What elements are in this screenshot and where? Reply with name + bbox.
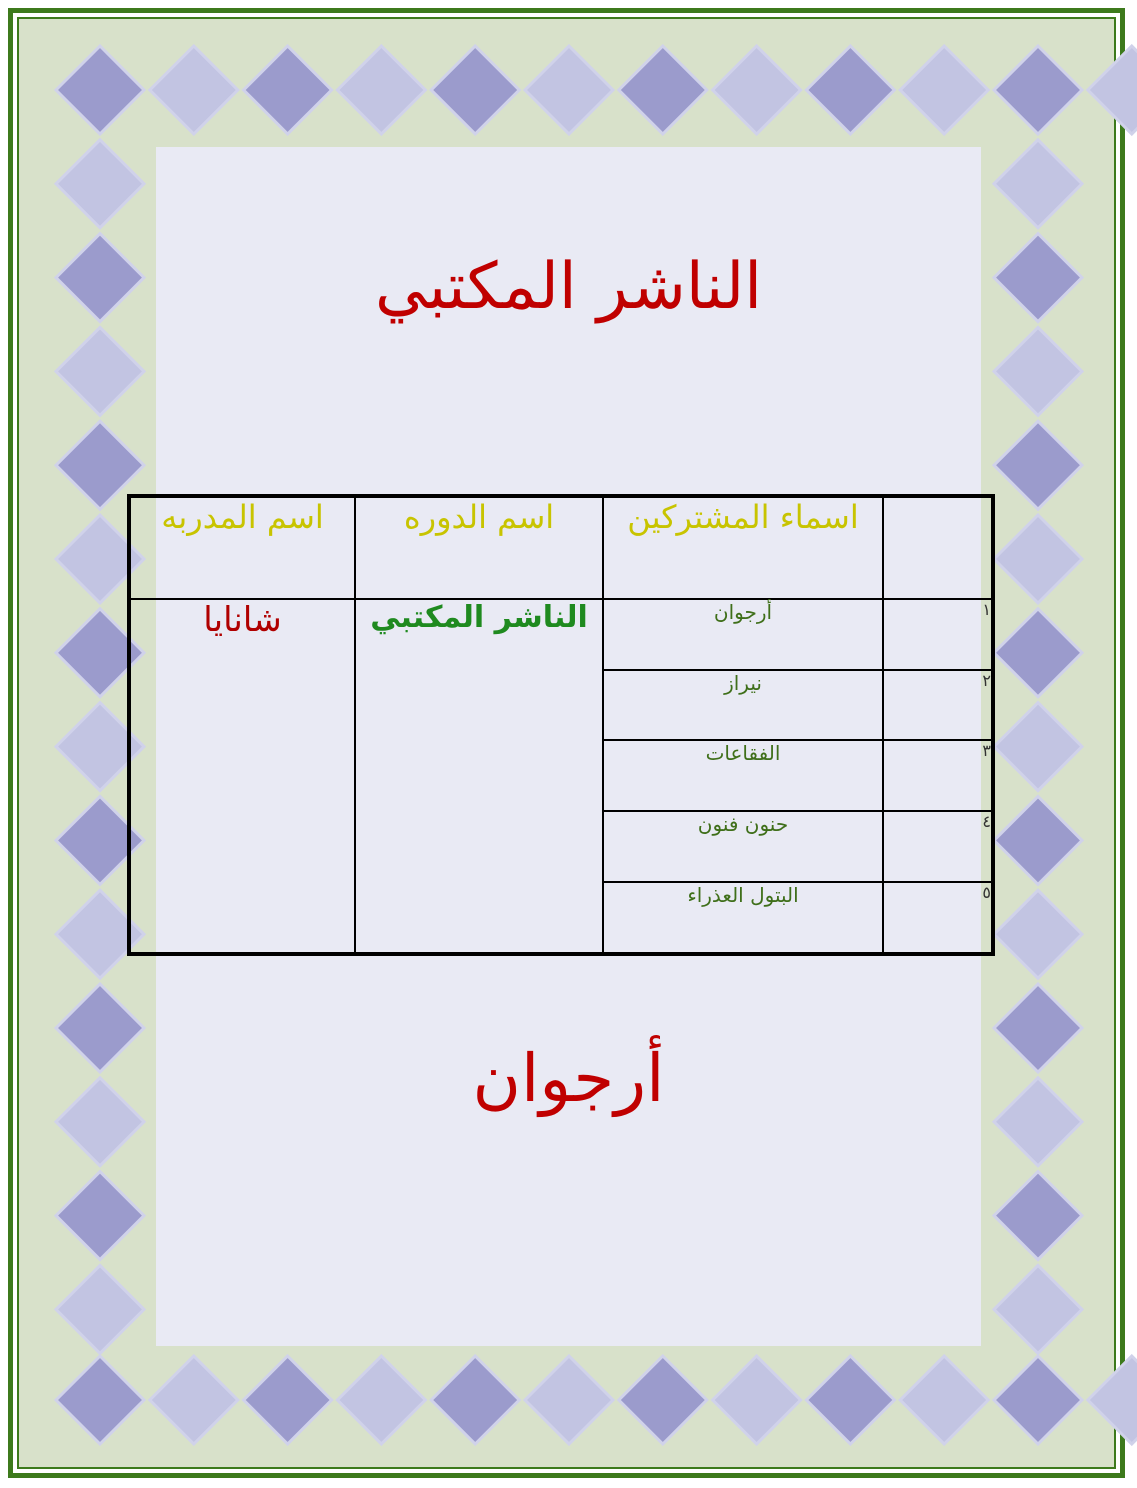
header-course: اسم الدوره bbox=[355, 496, 603, 599]
diamond-shape bbox=[244, 46, 332, 134]
diamond-shape bbox=[806, 46, 894, 134]
diamond-shape bbox=[56, 1172, 144, 1260]
diamond-shape bbox=[244, 1356, 332, 1444]
diamond-shape bbox=[150, 46, 238, 134]
table-header-row bbox=[129, 496, 993, 599]
diamond-shape bbox=[56, 1356, 144, 1444]
diamond-shape bbox=[525, 46, 613, 134]
diamond-shape bbox=[994, 609, 1082, 697]
diamond-shape bbox=[994, 890, 1082, 978]
diamond-shape bbox=[994, 1265, 1082, 1353]
diamond-shape bbox=[994, 421, 1082, 509]
row-number bbox=[883, 740, 993, 811]
participant-name: الفقاعات bbox=[603, 740, 883, 811]
diamond-shape bbox=[56, 46, 144, 134]
diamond-shape bbox=[994, 796, 1082, 884]
diamond-shape bbox=[1088, 1356, 1137, 1444]
diamond-shape bbox=[431, 46, 519, 134]
diamond-shape bbox=[994, 327, 1082, 415]
diamond-shape bbox=[994, 234, 1082, 322]
diamond-shape bbox=[431, 1356, 519, 1444]
row-number bbox=[883, 882, 993, 954]
diamond-shape bbox=[56, 140, 144, 228]
participants-table bbox=[127, 494, 995, 956]
header-index bbox=[883, 496, 993, 599]
diamond-shape bbox=[337, 1356, 425, 1444]
diamond-shape bbox=[900, 46, 988, 134]
participant-name: نيراز bbox=[603, 670, 883, 741]
diamond-shape bbox=[994, 515, 1082, 603]
row-number bbox=[883, 670, 993, 741]
row-number-text: ٣ bbox=[982, 741, 991, 761]
row-number-text: ٥ bbox=[982, 883, 991, 903]
diamond-shape bbox=[619, 46, 707, 134]
diamond-shape bbox=[56, 234, 144, 322]
diamond-shape bbox=[1088, 46, 1137, 134]
diamond-shape bbox=[713, 1356, 801, 1444]
diamond-shape bbox=[994, 1172, 1082, 1260]
diamond-shape bbox=[337, 46, 425, 134]
diamond-shape bbox=[56, 1265, 144, 1353]
diamond-shape bbox=[713, 46, 801, 134]
row-number bbox=[883, 811, 993, 882]
row-number-text: ٢ bbox=[982, 670, 991, 690]
footer-name: أرجوان bbox=[472, 1040, 665, 1117]
participant-name: البتول العذراء bbox=[603, 882, 883, 954]
diamond-shape bbox=[994, 984, 1082, 1072]
diamond-shape bbox=[619, 1356, 707, 1444]
page-title: الناشر المكتبي bbox=[375, 250, 762, 324]
diamond-shape bbox=[994, 1078, 1082, 1166]
course-name: الناشر المكتبي bbox=[355, 599, 603, 954]
participant-name: حنون فنون bbox=[603, 811, 883, 882]
diamond-shape bbox=[56, 327, 144, 415]
diamond-shape bbox=[994, 1356, 1082, 1444]
diamond-shape bbox=[525, 1356, 613, 1444]
trainer-name: شانايا bbox=[129, 599, 355, 954]
header-trainer: اسم المدربه bbox=[129, 496, 355, 599]
diamond-shape bbox=[56, 1078, 144, 1166]
table-row bbox=[129, 599, 993, 670]
diamond-shape bbox=[56, 984, 144, 1072]
diamond-shape bbox=[994, 703, 1082, 791]
diamond-shape bbox=[150, 1356, 238, 1444]
participant-name: أرجوان bbox=[603, 599, 883, 670]
diamond-shape bbox=[994, 140, 1082, 228]
diamond-shape bbox=[994, 46, 1082, 134]
diamond-shape bbox=[900, 1356, 988, 1444]
row-number-text: ١ bbox=[982, 599, 991, 619]
diamond-shape bbox=[806, 1356, 894, 1444]
header-participants: اسماء المشتركين bbox=[603, 496, 883, 599]
row-number bbox=[883, 599, 993, 670]
row-number-text: ٤ bbox=[982, 812, 991, 832]
